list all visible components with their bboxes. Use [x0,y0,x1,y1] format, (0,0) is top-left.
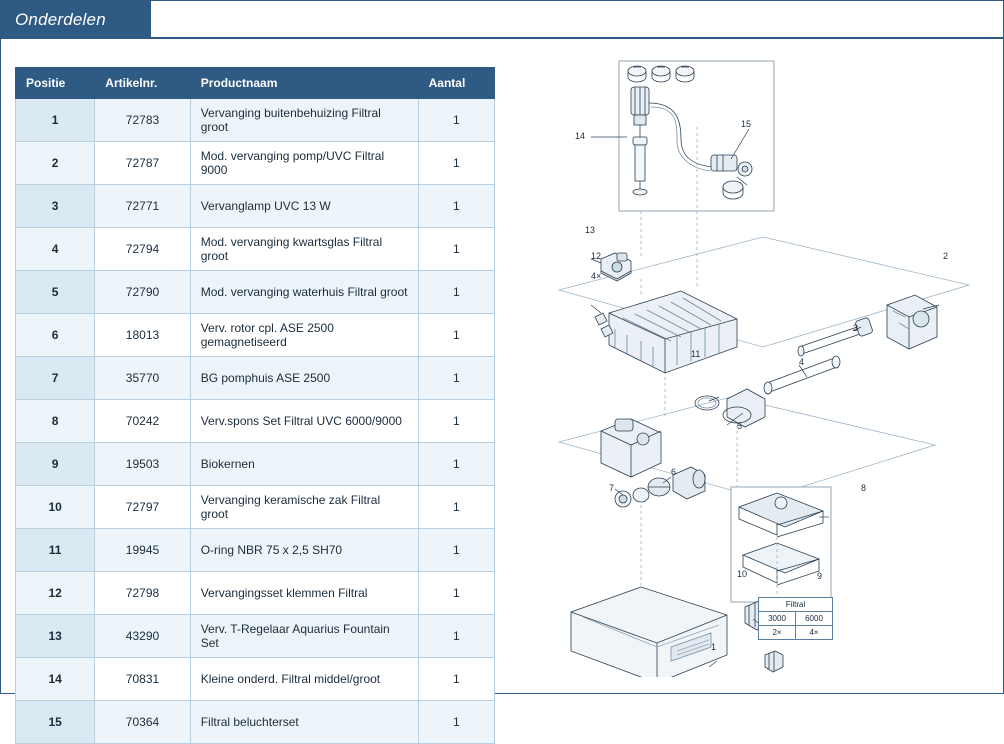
cell-aantal: 1 [418,271,494,314]
cell-artikelnr: 19503 [95,443,190,486]
cell-aantal: 1 [418,228,494,271]
table-row [16,142,495,185]
cell-artikelnr: 70242 [95,400,190,443]
callout-9: 9 [817,571,823,581]
cell-positie: 5 [16,271,95,314]
callout-10: 10 [737,569,748,579]
callout-12: 12 [591,251,602,261]
column-header-productnaam: Productnaam [190,68,418,99]
table-row [16,443,495,486]
callout-4: 4 [799,357,805,367]
callout-5: 5 [737,421,743,431]
cell-positie: 12 [16,572,95,615]
legend-title: Filtral [759,598,833,612]
column-header-positie: Positie [16,68,95,99]
cell-positie: 15 [16,701,95,744]
callout-11: 11 [691,349,701,359]
cell-positie: 10 [16,486,95,529]
callout-7: 7 [609,483,615,493]
cell-productnaam: Vervangingsset klemmen Filtral [190,572,418,615]
cell-positie: 1 [16,99,95,142]
cell-positie: 8 [16,400,95,443]
table-row [16,185,495,228]
callout-14: 14 [575,131,586,141]
table-row [16,701,495,744]
cell-artikelnr: 72790 [95,271,190,314]
cell-productnaam: Biokernen [190,443,418,486]
cell-aantal: 1 [418,529,494,572]
cell-productnaam: Verv.spons Set Filtral UVC 6000/9000 [190,400,418,443]
cell-productnaam: Vervanging buitenbehuizing Filtral groot [190,99,418,142]
parts-table [15,67,495,744]
table-row [16,529,495,572]
cell-positie: 14 [16,658,95,701]
cell-aantal: 1 [418,400,494,443]
cell-productnaam: Filtral beluchterset [190,701,418,744]
cell-aantal: 1 [418,658,494,701]
legend-table [758,597,833,640]
cell-productnaam: Mod. vervanging pomp/UVC Filtral 9000 [190,142,418,185]
cell-artikelnr: 18013 [95,314,190,357]
table-row [16,615,495,658]
table-header-row [16,68,495,99]
cell-aantal: 1 [418,572,494,615]
cell-aantal: 1 [418,185,494,228]
cell-aantal: 1 [418,486,494,529]
cell-artikelnr: 72787 [95,142,190,185]
multiplier-4x: 4× [591,271,602,281]
cell-positie: 3 [16,185,95,228]
cell-productnaam: Mod. vervanging waterhuis Filtral groot [190,271,418,314]
cell-aantal: 1 [418,357,494,400]
cell-artikelnr: 72794 [95,228,190,271]
table-row [16,658,495,701]
cell-aantal: 1 [418,99,494,142]
column-header-aantal: Aantal [418,68,494,99]
legend-header-row [759,612,833,626]
exploded-view-diagram [531,47,993,677]
cell-artikelnr: 72798 [95,572,190,615]
table-row [16,357,495,400]
cell-artikelnr: 19945 [95,529,190,572]
callout-13: 13 [585,225,596,235]
cell-artikelnr: 70831 [95,658,190,701]
callout-6: 6 [671,467,677,477]
legend-value-row [759,626,833,640]
column-header-artikelnr: Artikelnr. [95,68,190,99]
header-bar [1,1,1003,39]
cell-productnaam: Verv. rotor cpl. ASE 2500 gemagnetiseerd [190,314,418,357]
page-title: Onderdelen [1,1,151,39]
callout-8: 8 [861,483,867,493]
cell-positie: 6 [16,314,95,357]
cell-artikelnr: 43290 [95,615,190,658]
legend-col-6000: 6000 [796,612,833,626]
callout-2: 2 [943,251,949,261]
callout-1: 1 [711,642,717,652]
cell-productnaam: Vervanging keramische zak Filtral groot [190,486,418,529]
cell-artikelnr: 72783 [95,99,190,142]
callout-15: 15 [741,119,752,129]
table-row [16,314,495,357]
legend-value-3000: 2× [759,626,796,640]
table-row [16,271,495,314]
table-row [16,486,495,529]
table-row [16,228,495,271]
table-row [16,572,495,615]
legend-title-row [759,598,833,612]
cell-positie: 11 [16,529,95,572]
cell-aantal: 1 [418,142,494,185]
cell-productnaam: BG pomphuis ASE 2500 [190,357,418,400]
cell-positie: 7 [16,357,95,400]
cell-positie: 9 [16,443,95,486]
cell-productnaam: Vervanglamp UVC 13 W [190,185,418,228]
cell-productnaam: O-ring NBR 75 x 2,5 SH70 [190,529,418,572]
cell-artikelnr: 72797 [95,486,190,529]
table-row [16,400,495,443]
cell-artikelnr: 35770 [95,357,190,400]
cell-aantal: 1 [418,701,494,744]
cell-productnaam: Mod. vervanging kwartsglas Filtral groot [190,228,418,271]
cell-positie: 2 [16,142,95,185]
cell-productnaam: Verv. T-Regelaar Aquarius Fountain Set [190,615,418,658]
legend-value-6000: 4× [796,626,833,640]
table-body [16,99,495,744]
table-header [16,68,495,99]
cell-aantal: 1 [418,443,494,486]
cell-aantal: 1 [418,314,494,357]
cell-aantal: 1 [418,615,494,658]
table-row [16,99,495,142]
cell-positie: 13 [16,615,95,658]
cell-positie: 4 [16,228,95,271]
cell-productnaam: Kleine onderd. Filtral middel/groot [190,658,418,701]
callout-3: 3 [853,323,859,333]
cell-artikelnr: 72771 [95,185,190,228]
cell-artikelnr: 70364 [95,701,190,744]
legend-col-3000: 3000 [759,612,796,626]
